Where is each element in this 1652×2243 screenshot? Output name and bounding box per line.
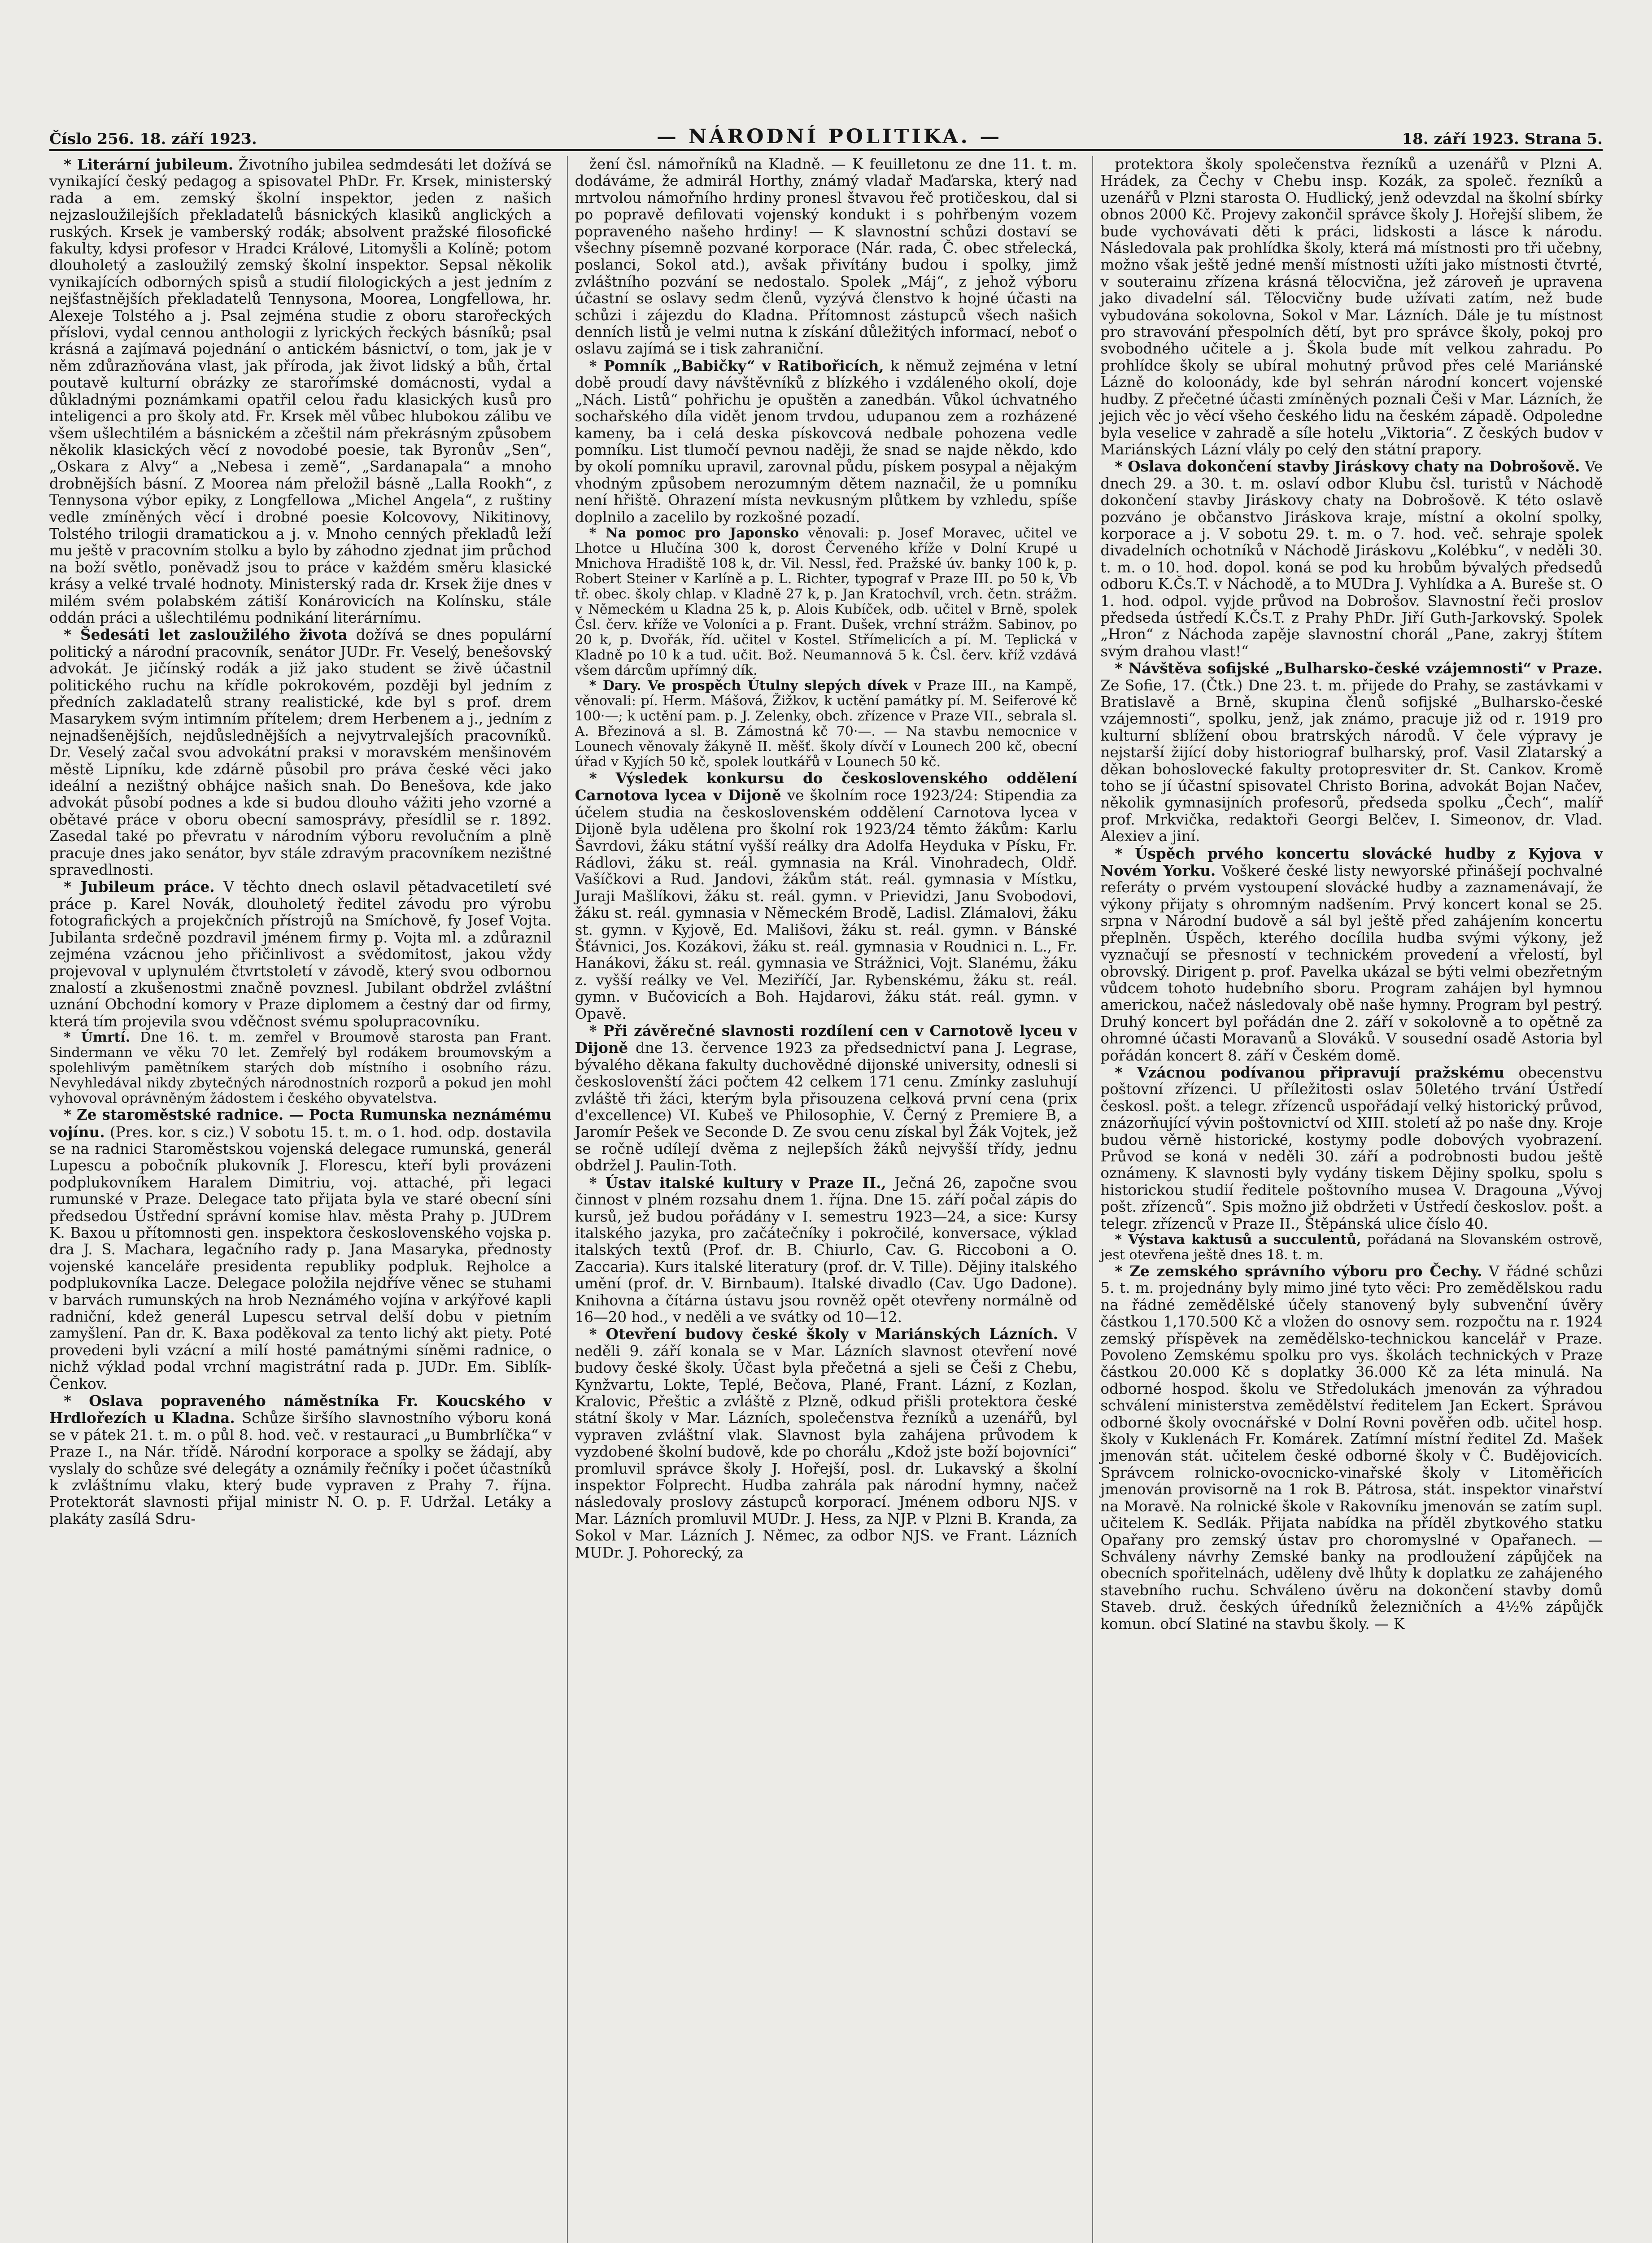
article-text: protektora školy společenstva řezníků a uzenářů v Plzni A. Hrádek, za Čechy v Chebu insp. Kozák, za společ. řezníků a uzenářů v Plzni starosta O. Hudlický, jenž odevzdal na školní sbírky obnos 2000 Kč. Projevy zakončil správce školy J. Hořejší slibem, že bude vychovávati děti k práci, lidskosti a lásce k národu. Následovala pak prohlídka školy, která má místnosti pro tři učebny, možno však ještě jedné menší místnosti užíti jako místnosti čtvrté, v souterainu zřízena krásná tělocvična, jež zároveň je upravena jako divadelní sál. Tělocvičny bude užívati zatím, než bude vybudována sokolovna, Sokol v Mar. Lázních. Dále je tu místnost pro stravování přespolních dětí, byt pro správce školy, pokoj pro svobodného učitele a j. Škola bude mít velkou zahradu. Po prohlídce školy se ubíral mohutný průvod přes celé Mariánské Lázně do koloonády, kde byl sehrán národní koncert vojenské hudby. Z přečetné účasti zmíněných poznali Češi v Mar. Lázních, že jejich věc jo věcí všeho českého lidu na českém západě. Odpoledne byla veselice v zahradě a síle hotelu „Viktoria“. Z českých budov v Mariánských Lázní vlály po celý den státní prapory. <box>1100 156 1603 458</box>
article-text: ve školním roce 1923/24: Stipendia za účelem studia na československém oddělení Carnotova lycea v Dijoně byla udělena pro školní rok 1923/24 těmto žákům: Karlu Šavrdovi, žáku státní vyšší reálky dra Adolfa Heyduka v Písku, Fr. Rádlovi, žáku st. reál. gymnasia na Král. Vinohradech, Oldř. Vašíčkovi a Rud. Jandovi, žákům stát. reál. gymnasia v Místku, Juraji Mašlíkovi, žáku st. reál. gymn. v Prievidzi, Janu Svobodovi, žáku st. reál. gymnasia v Německém Brodě, Ladisl. Zlámalovi, žáku st. gymn. v Kyjově, Ed. Mališovi, žáku st. reál. gymn. v Bánské Šťávnici, Jos. Kozákovi, žáku st. reál. gymnasia v Roudnici n. L., Fr. Hanákovi, žáku st. reál. gymnasia ve Strážnici, Vojt. Slanému, žáku z. vyšší reálky ve Vel. Meziříčí, Jar. Rybenskému, žáku st. reál. gymn. v Bučovicích a Boh. Hajdarovi, žáku stát. reál. gymn. v Opavě. <box>575 787 1077 1022</box>
article-heading: * Při závěrečné slavnosti rozdílení cen v Carnotově lyceu v Dijoně <box>575 1022 1077 1057</box>
article-paragraph <box>575 1022 1077 1174</box>
article-text: V řádné schůzi 5. t. m. projednány byly mimo jiné tyto věci: Pro zemědělskou radu na řádné zemědělské účely stanovený byly subvenční úvěry částkou 1,170.500 Kč a vložen do osnovy sem. rozpočtu na r. 1924 zemský příspěvek na zemědělsko-technickou kancelář v Praze. Povoleno Zemskému spolku pro vys. školách technických v Praze částkou 20.000 Kč s doplatky 36.000 Kč za léta minulá. Na odborné hospod. školu ve Středolukách jmenován za výhradou schválení ministerstva zemědělství ředitelem Jan Eckert. Správou odborné školy ovocnářské v Dolní Rovni pověřen odb. učitel hosp. školy v Kuklenách Fr. Komárek. Zatímní místní ředitel Zd. Mašek jmenován stát. učitelem české odborné školy v Č. Budějovicích. Správcem rolnicko-ovocnicko-vinařské školy v Litoměřicích jmenován provisorně na 1 rok B. Pátrosa, stát. inspektor vinařství na Moravě. Na rolnické škole v Rakovníku jmenován se zatím supl. učitelem K. Sedlák. Přijata nabídka na příděl zbytkového statku Opařany pro zemský ústav pro choromyslné v Opařanech. — Schváleny návrhy Zemské banky na prodloužení zápůjček na obecních spořitelnách, uděleny dvě lhůty k doplatku ze zahájeného stavebního ruchu. Schváleno úvěru na dokončení stavby domů Staveb. druž. českých úředníků železničních a 4½% zápůjčk komun. obcí Slatiné na stavbu školy. — K <box>1100 1263 1603 1632</box>
article-paragraph <box>1100 660 1603 845</box>
article-text: Voškeré české listy newyorské přinášejí pochvalné referáty o prvém vystoupení slovácké hudby a zaznamenávají, že výkony přijaty s ohromným nadšením. Prvý koncert konal se 25. srpna v Národní budově a sál byl ještě před zahájením koncertu přeplněn. Úspěch, kterého docílila hudba svými výkony, jež vyznačují se přesností v technickém provedení a vřelostí, byl obrovský. Dirigent p. prof. Pavelka ukázal se býti velmi obezřetným vůdcem tohoto hudebního sboru. Program zahájen byl hymnou americkou, načež následovaly obě naše hymny. Program byl pestrý. Druhý koncert byl pořádán dne 2. září v sokolovně a to opětně za ohromné účasti Moravanů a Slováků. V sousední osadě Astoria byl pořádán koncert 8. září v Českém domě. <box>1100 862 1603 1064</box>
article-text: v Praze III., na Kampě, věnovali: pí. Herm. Mášová, Žižkov, k uctění památky pí. M. Seiferové kč 100·—; k uctění pam. p. J. Zelenky, obch. zřízence v Praze VII., sebrala sl. A. Březinová a sl. B. Zámostná kč 70·—. — Na stavbu nemocnice v Lounech věnovaly žákyně II. měšť. školy dívčí v Lounech 200 kč, obecní úřad v Kyjích 50 kč, spolek loutkářů v Lounech 50 kč. <box>575 677 1077 770</box>
article-text: Ječná 26, započne svou činnost v plném rozsahu dnem 1. října. Dne 15. září počal zápis do kursů, jež budou pořádány v I. semestru 1923—24, a sice: Kursy italského jazyka, pro začátečníky i pokročilé, konversace, výklad italských textů (Prof. dr. B. Chiurlo, Cav. G. Riccoboni a O. Zaccaria). Kurs italské literatury (prof. dr. V. Tille). Dějiny italského umění (prof. dr. V. Birnbaum). Italské divadlo (Cav. Ugo Dadone). Knihovna a čítárna ústavu jsou rovněž opět otevřeny normálně od 16—20 hod., v neděli a ve svátky od 10—12. <box>575 1174 1077 1326</box>
article-heading: * Ústav italské kultury v Praze II., <box>589 1174 886 1191</box>
article-text: dožívá se dnes populární politický a národní pracovník, senátor JUDr. Fr. Veselý, benešovský advokát. Je jičínský rodák a již jako student se živě účastnil politického ruchu na křídle pokrokovém, později byl jedním z předních zakladatelů strany realistické, kde byl s prof. drem Masarykem svým intimním přítelem; drem Herbenem a j., jedním z nejnadšenějších, nejdůslednějších a nejvytrvalejších pracovníků. Dr. Veselý začal svou advokátní praksi v moravském menšinovém městě Lipníku, kde zdárně působil pro práva české věci jako ideální a nezištný obhájce našich snah. Do Benešova, kde jako advokát působí podnes a kde si budou dlouho vážiti jeho vzorné a obětavé práce v oboru obecní samosprávy, přesídlil se r. 1892. Zasedal také po převratu v národním výboru revolučním a plně pracuje dnes jako senátor, byv stále zdravým pracovníkem nezištné spravedlnosti. <box>49 626 552 879</box>
article-heading: * Úmrtí. <box>64 1030 131 1046</box>
article-heading: * Pomník „Babičky“ v Ratibořicích, <box>589 357 884 375</box>
article-paragraph <box>1100 1263 1603 1632</box>
article-text: věnovali: p. Josef Moravec, učitel ve Lhotce u Hlučína 300 k, dorost Červeného kříže v Dolní Krupé u Mnichova Hradiště 108 k, dr. Vil. Nessl, řed. Pražské úv. banky 100 k, p. Robert Steiner v Karlíně a p. L. Richter, typograf v Praze III. po 50 k, Vb tř. obec. školy chlap. v Kladně 27 k, p. Jan Kratochvíl, vrch. četn. strážm. v Německém u Kladna 25 k, p. Alois Kubíček, odb. učitel v Brně, spolek Čsl. červ. kříže ve Voloníci a p. Frant. Dušek, vrchní strážm. Sabinov, po 20 k, p. Dvořák, říd. učitel v Kostel. Střímelicích a pí. M. Teplická v Kladně po 10 k a tud. učit. Bož. Neumannová 5 k. Čsl. červ. kříž vzdává všem dárcům upřímný dík. <box>575 525 1077 678</box>
article-heading: * Oslava popraveného náměstníka Fr. Koucského v Hrdlořezích u Kladna. <box>49 1392 552 1427</box>
article-heading: * Ze staroměstské radnice. — Pocta Rumunska neznámému vojínu. <box>49 1106 552 1141</box>
article-heading: * Oslava dokončení stavby Jiráskovy chaty na Dobrošově. <box>1115 458 1580 476</box>
article-paragraph <box>1100 1232 1603 1263</box>
article-heading: * Literární jubileum. <box>64 156 234 173</box>
article-heading: * Dary. Ve prospěch Útulny slepých dívek <box>589 677 908 694</box>
article-paragraph <box>49 1392 552 1527</box>
article-paragraph <box>49 156 552 626</box>
article-paragraph <box>575 1326 1077 1561</box>
page-header <box>49 121 1603 148</box>
header-rule <box>49 149 1603 151</box>
column-2 <box>567 156 1077 2243</box>
columns <box>49 156 1603 2243</box>
article-paragraph <box>1100 156 1603 458</box>
article-text: k němuž zejména v letní době proudí davy návštěvníků z blízkého i vzdáleného okolí, doje „Nách. Listů“ pohřichu je opuštěn a zanedbán. Vůkol úchvatného sochařského díla vidět jenom trvdou, udupanou zem a rozházené kameny, ba i celá deska pískovcová nedbale pohozena vedle pomníku. List tlumočí pevnou naději, že snad se najde někdo, kdo by okolí pomníku upravil, zarovnal půdu, pískem posypal a nějakým vhodným způsobem nerozumným dětem naznačil, že u pomníku není hřiště. Ohrazení místa nevkusným plůtkem by vzhledu, spíše doplnilo a zacelilo by rozkošné pozadí. <box>575 357 1077 526</box>
article-heading: * Ze zemského správního výboru pro Čechy. <box>1115 1262 1482 1280</box>
article-text: žení čsl. námořníků na Kladně. — K feuilletonu ze dne 11. t. m. dodáváme, že admirál Horthy, známý vladař Maďarska, který nad mrtvolou námořního hrdiny pronesl štvavou řeč protičeskou, dal si po popravě defilovati vojenský kondukt i s pohřbeným vozem popraveného našeho hrdiny! — K slavnostní schůzi dostaví se všechny písemně pozvané korporace (Nár. rada, Č. obec střelecká, poslanci, Sokol atd.), avšak přivítány budou i spolky, jimž zvláštního pozvání se nedostalo. Spolek „Máj“, z jehož výboru účastní se oslavy sedm členů, vyzývá členstvo k hojné účasti na schůzi i zájezdu do Kladna. Přítomnost zástupců všech našich denních listů je velmi nutna k získání důležitých informací, neboť o oslavu zajímá se i tisk zahraniční. <box>575 156 1077 358</box>
article-heading: * Vzácnou podívanou připravují pražskému <box>1115 1063 1505 1081</box>
article-heading: * Otevření budovy české školy v Mariánských Lázních. <box>589 1325 1058 1343</box>
article-heading: * Na pomoc pro Japonsko <box>589 525 799 541</box>
column-3 <box>1092 156 1603 2243</box>
masthead: — NÁRODNÍ POLITIKA. — <box>656 125 1003 148</box>
article-text: V neděli 9. září konala se v Mar. Lázních slavnost otevření nové budovy české školy. Účast byla přečetná a sjeli se Češi z Chebu, Kynžvartu, Lokte, Teplé, Bečova, Plané, Frant. Lázní, z Kozlan, Kralovic, Přeštic a zvláště z Plzně, odkud přišli protektora české státní školy v Mar. Lázních, společenstva řezníků a uzenářů, byl vypraven zvláštní vlak. Slavnost byla zahájena průvodem k vyzdobené školní budově, kde po chorálu „Kdož jste boží bojovníci“ promluvil správce školy J. Hořejší, posl. dr. Lukavský a školní inspektor Folprecht. Hudba zahrála pak národní hymny, načež následovaly proslovy zástupců korporací. Jménem odboru NJS. v Mar. Lázních promluvil MUDr. J. Hess, za NJP. v Plzni B. Kranda, za Sokol v Mar. Lázních J. Němec, za odbor NJS. ve Frant. Lázních MUDr. J. Pohorecký, za <box>575 1326 1077 1561</box>
article-heading: * Návštěva sofijské „Bulharsko-české vzájemnosti“ v Praze. <box>1115 659 1603 677</box>
article-heading: * Šedesáti let zasloužilého života <box>64 626 348 644</box>
article-heading: * Výstava kaktusů a succulentů, <box>1115 1232 1361 1248</box>
article-heading: * Úspěch prvého koncertu slovácké hudby z Kyjova v Novém Yorku. <box>1100 844 1603 880</box>
article-text: dne 13. července 1923 za předsednictví pana J. Legrase, bývalého děkana fakulty duchovědné dijonské university, odnesli si českoslovenští žáci počtem 42 celkem 171 cenu. Zmínky zasluhují zvláště tři žáci, kterým byla přisouzena celková první cena (prix d'excellence) VI. Kubeš ve Philosophie, V. Černý z Premiere B, a Jaromír Pešek ve Seconde D. Ze svou cenu získal byl Žák Vojtek, jež se ročně udílejí dvěma z nejlepších žáků nejvyšší třídy, jednu obdržel J. Paulin-Toth. <box>575 1039 1077 1174</box>
article-paragraph <box>575 1174 1077 1326</box>
article-paragraph <box>49 878 552 1030</box>
article-text: Životního jubilea sedmdesáti let dožívá se vynikající český pedagog a spisovatel PhDr. Fr. Krsek, ministerský rada a em. zemský školní inspektor, jeden z našich nejzasloužilejších překladatelů básnických klasiků anglických a ruských. Krsek je vamberský rodák; absolvent pražské filosofické fakulty, kdysi profesor v Hradci Králové, Litomyšli a Kolíně; potom dlouholetý a zasloužilý zemský školní inspektor. Sepsal několik vynikajících odborných spisů a studií filologických a jest jedním z nejšťastnějších překladatelů Tennysona, Moorea, Longfellowa, hr. Alexeje Tolstého a j. Psal zejména studie z oboru starořeckých příslovi, vydal cennou anthologii z lyrických řeckých básníků; psal krásná a zajímavá pojednání o antickém básnictví, o tom, jak je v něm zdůrazňována vlast, jak příroda, jak život lidský a bůh, črtal poutavě kulturní obrázky ze starořímské domácnosti, vydal a důkladnými poznámkami opatřil celou řadu klasických kusů pro inteligenci a pro školy atd. Fr. Krsek měl vůbec hlubokou zálibu ve všem ušlechtilém a básnickém a zčeštil nám překrásným způsobem několik klasických věcí z novodobé poesie, tak Byronův „Sen“, „Oskara z Alvy“ a „Nebesa i země“, „Sardanapala“ a mnoho drobnějších básní. Z Moorea nám přeložil básně „Lalla Rookh“, z Tennysona výbor epiky, z Longfellowa „Michel Angela“, z ruštiny vedle zmíněných věcí i drobné poesie Kolcovovy, Nikitinovy, Tolstého trilogii dramatickou a j. v. Mnoho cenných překladů leží mu ještě v pracovním stolku a bylo by záhodno zjednat jim průchod na boží světlo, poněvadž jsou to práce v každém směru klasické krásy a velké trvalé hodnoty. Ministerský rada dr. Krsek žije dnes v milém svém polabském zátiší Konárovicích na Kolínsku, stále oddán práci a ušlechtilému podnikání literárnímu. <box>49 156 552 626</box>
article-paragraph <box>49 1106 552 1392</box>
article-text: Ve dnech 29. a 30. t. m. oslaví odbor Klubu čsl. turistů v Náchodě dokončení stavby Jiráskovy chaty na Dobrošově. K této oslavě pozváno je občanstvo Jiráskova kraje, místní a okolní spolky, korporace a j. V sobotu 29. t. m. o 7. hod. več. sehraje spolek divadelních ochotníků v Náchodě Jiráskovu „Kolébku“, v neděli 30. t. m. o 10. hod. dopol. koná se pod ku hrobům bývalých předsedů odboru K.Čs.T. v Náchodě, a to MUDra J. Vyhlídka a A. Bureše st. O 1. hod. odpol. vyjde průvod na Dobrošov. Slavnostní řeči proslov předseda ústředí K.Čs.T. z Prahy PhDr. Jiří Guth-Jarkovský. Spolek „Hron“ z Náchoda zapěje slavnostní chorál „Pane, zakryj štítem svým drahou vlast!“ <box>1100 458 1603 660</box>
article-heading: * Výsledek konkursu do československého oddělení Carnotova lycea v Dijoně <box>575 769 1077 804</box>
article-text: pořádaná na Slovanském ostrově, jest otevřena ještě dnes 18. t. m. <box>1100 1232 1603 1263</box>
article-text: (Pres. kor. s ciz.) V sobotu 15. t. m. o 1. hod. odp. dostavila se na radnici Staroměstskou vojenská delegace rumunská, generál Lupescu a pobočník plukovník J. Florescu, kteří byli provázeni podplukovníkem Haralem Dimitriu, voj. attaché, při legaci rumunské v Praze. Delegace tato přijata byla ve staré obecní síni předsedou Ústřední správní komise hlav. města Prahy p. JUDrem K. Baxou u přítomnosti gen. inspektora československého vojska p. dra J. S. Machara, legačního rady p. Jana Masaryka, přednosty vojenské kanceláře presidenta republiky podpluk. Rejholce a podplukovníka Lacze. Delegace položila nejdříve věnec se stuhami v barvách rumunských na hrob Neznámého vojína v arkýřové kapli radniční, kdež generál Lupescu setrval delší dobu v pietním zamyšlení. Pan dr. K. Baxa poděkoval za tento lichý akt piety. Poté provedeni byli vzácní a milí hosté památnými síněmi radnice, o nichž výklad podal vrchní magistrátní rada p. JUDr. Em. Siblík-Čenkov. <box>49 1123 552 1392</box>
article-paragraph <box>575 678 1077 770</box>
article-paragraph <box>575 156 1077 358</box>
article-paragraph <box>575 526 1077 678</box>
article-paragraph <box>49 626 552 878</box>
article-paragraph <box>1100 458 1603 660</box>
article-text: Dne 16. t. m. zemřel v Broumově starosta pan Frant. Sindermann ve věku 70 let. Zemřelý byl rodákem broumovským a spolehlivým pamětníkem starých dob místního i osobního rázu. Nevyhledával nikdy zbytečných národnostních rozporů a pokud jen mohl vyhovoval oprávněným žádostem i českého obyvatelstva. <box>49 1030 552 1107</box>
article-paragraph <box>49 1030 552 1106</box>
article-paragraph <box>575 358 1077 526</box>
article-paragraph <box>575 770 1077 1022</box>
article-paragraph <box>1100 1064 1603 1232</box>
issue-info: Číslo 256. 18. září 1923. <box>49 130 257 148</box>
article-text: Schůze širšího slavnostního výboru koná se v pátek 21. t. m. o půl 8. hod. več. v restauraci „u Bumbrlíčka“ v Praze I., na Nár. třídě. Národní korporace a spolky se žádají, aby vyslaly do schůze své delegáty a oznámily řečníky i počet účastníků k zvláštnímu vlaku, který bude vypraven z Prahy 7. října. Protektorát slavnosti přijal ministr N. O. p. F. Udržal. Letáky a plakáty zasílá Sdru- <box>49 1410 552 1527</box>
article-text: obecenstvu poštovní zřízenci. U příležitosti oslav 50letého trvání Ústředí českosl. pošt. a telegr. zřízenců uspořádají velký historický průvod, znázorňující vývin poštovnictví od XIII. století až po naše dny. Kroje budou věrně historické, kostymy podle dobových vyobrazení. Průvod se koná v neděli 30. září a podrobnosti budou ještě oznámeny. K slavnosti byly vydány tiskem Dějiny spolku, spolu s historickou studií ředitele poštovního musea V. Dragouna „Vývoj pošt. zřízenců“. Spis možno již obdržeti v Ústředí českoslov. pošt. a telegr. zřízenců v Praze II., Štěpánská ulice číslo 40. <box>1100 1064 1603 1232</box>
article-paragraph <box>1100 845 1603 1064</box>
column-1 <box>49 156 552 2243</box>
page-number: 18. září 1923. Strana 5. <box>1402 130 1603 148</box>
article-text: V těchto dnech oslavil pětadvacetiletí své práce p. Karel Novák, dlouholetý ředitel závodu pro výrobu fotografických a projekčních přístrojů na Smíchově, fy Josef Vojta. Jubilanta srdečně pozdravil jménem firmy p. Vojta ml. a zdůraznil zejména vzácnou jeho přičinlivost a svědomitost, jakou vždy projevoval v uplynulém čtvrtstoletí v závodě, který svou odbornou znalostí a zkušenostmi značně povznesl. Jubilant obdržel zvláštní uznání Obchodní komory v Praze diplomem a čestný dar od firmy, která tím projevila svou vděčnost svému spolupracovníku. <box>49 878 552 1030</box>
article-heading: * Jubileum práce. <box>64 878 215 896</box>
article-text: Ze Sofie, 17. (Čtk.) Dne 23. t. m. přijede do Prahy, se zastávkami v Bratislavě a Brně, skupina členů sofijské „Bulharsko-české vzájemnosti“, spolku, jenž, jak známo, pracuje již od r. 1919 pro kulturní sblížení obou bratrských národů. V čele výpravy je nejstarší žijící doby historiograf bulharský, prof. Vasil Zlatarský a děkan bohoslovecké fakulty protopresviter dr. St. Cankov. Kromě toho se jí účastní spisovatel Christo Borina, advokát Bojan Načev, několik gymnasijních profesorů, předseda spolku „Čech“, malíř prof. Mrkvička, redaktoři Georgi Belčev, I. Simeonov, dr. Vlad. Alexiev a jiní. <box>1100 676 1603 845</box>
